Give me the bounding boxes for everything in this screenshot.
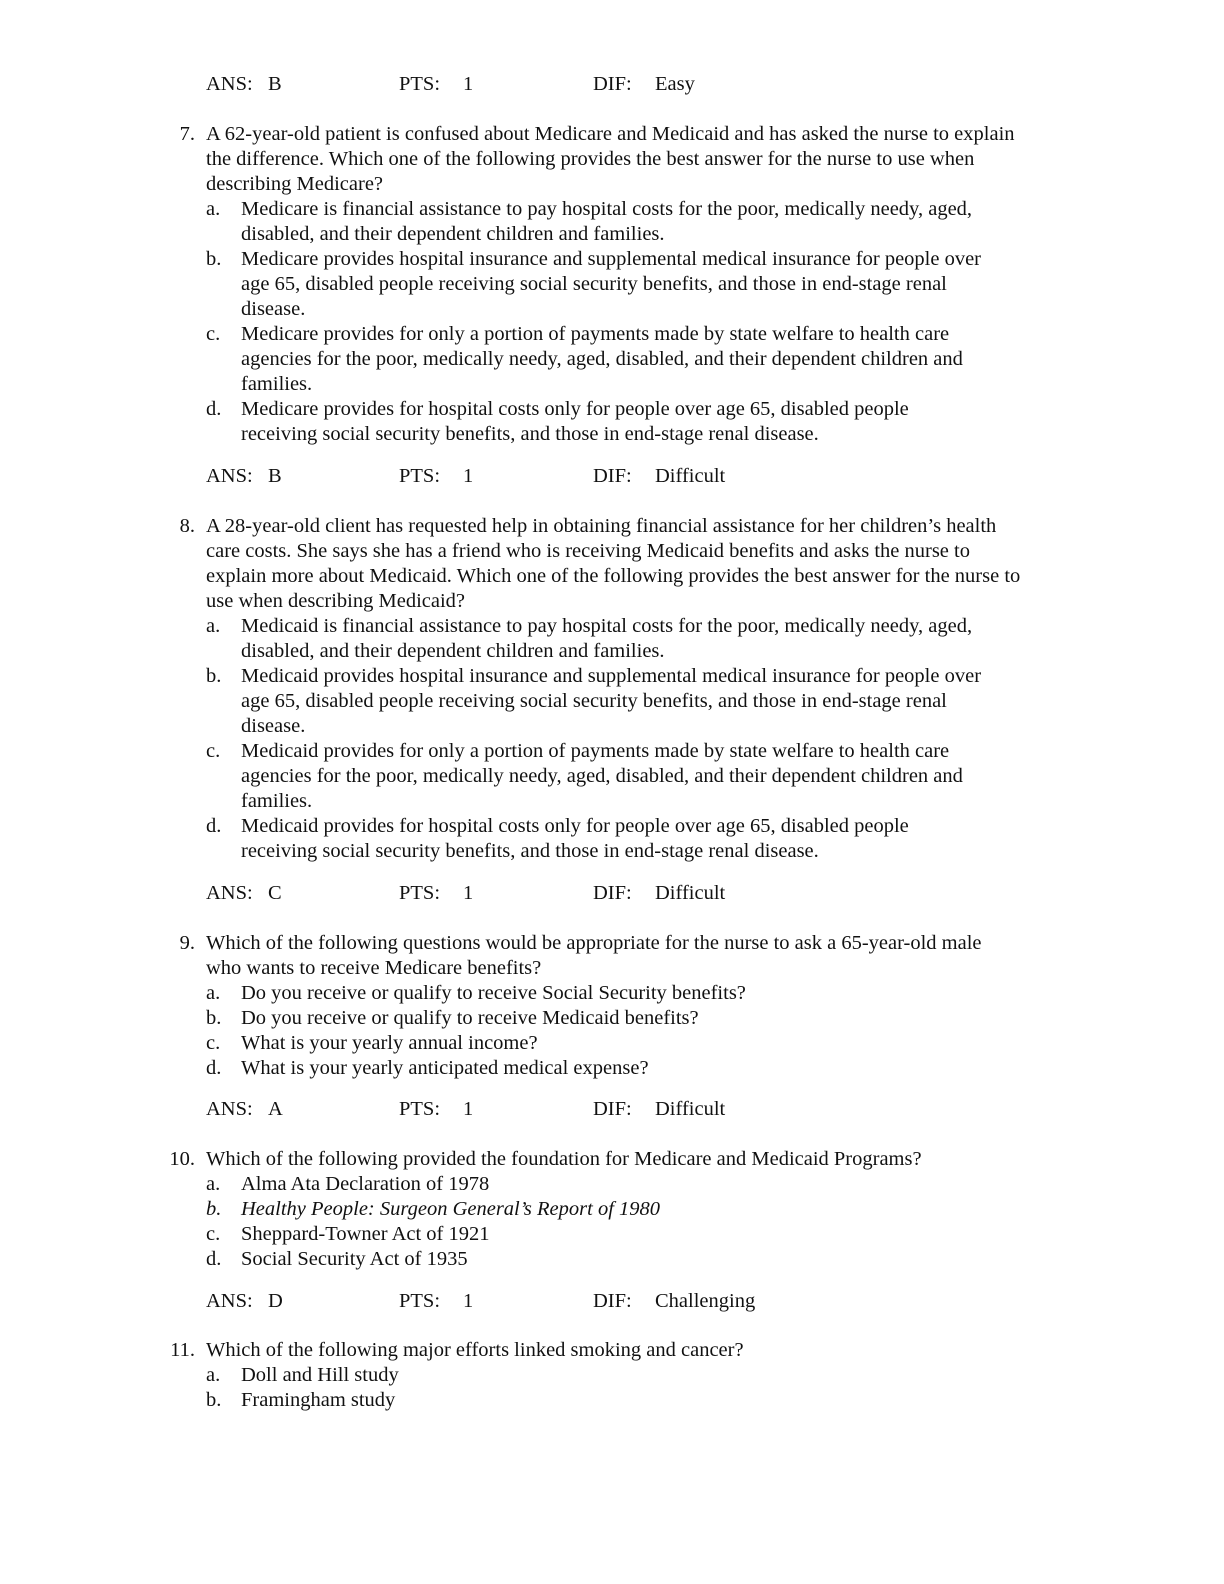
dif-label: DIF: — [593, 882, 632, 904]
question-number: 11. — [170, 1339, 195, 1361]
option-letter: b. — [206, 1007, 222, 1029]
option-c — [206, 1031, 1080, 1056]
option-a — [206, 1363, 1080, 1388]
option-text: Medicaid is financial assistance to pay hospital costs for the poor, medically needy, aged, — [241, 615, 973, 637]
option-letter: b. — [206, 1389, 222, 1411]
option-text: Framingham study — [241, 1389, 396, 1411]
option-text: Medicare provides hospital insurance and supplemental medical insurance for people over — [241, 248, 982, 270]
question-9 — [150, 931, 1080, 1081]
option-d — [206, 1247, 1080, 1272]
dif-value: Challenging — [655, 1290, 756, 1312]
ans-label: ANS: — [206, 73, 253, 95]
option-text: agencies for the poor, medically needy, aged, disabled, and their dependent children and — [241, 765, 963, 787]
option-text: disabled, and their dependent children and families. — [241, 223, 665, 245]
dif-label: DIF: — [593, 1290, 632, 1312]
ans-value: D — [268, 1290, 283, 1312]
pts-label: PTS: — [399, 465, 441, 487]
pts-value: 1 — [463, 73, 474, 95]
option-text: Medicaid provides for only a portion of payments made by state welfare to health care — [241, 740, 950, 762]
question-number: 7. — [179, 123, 195, 145]
question-8 — [150, 514, 1080, 864]
option-text: disease. — [241, 715, 306, 737]
ans-value: B — [268, 465, 282, 487]
option-letter: b. — [206, 248, 222, 270]
option-text: disease. — [241, 298, 306, 320]
option-c — [206, 322, 1080, 397]
ans-label: ANS: — [206, 1290, 253, 1312]
option-text: Social Security Act of 1935 — [241, 1248, 468, 1270]
option-c — [206, 1222, 1080, 1247]
dif-value: Difficult — [655, 465, 726, 487]
option-text: receiving social security benefits, and those in end-stage renal disease. — [241, 840, 819, 862]
option-text: Sheppard-Towner Act of 1921 — [241, 1223, 490, 1245]
option-letter: d. — [206, 1248, 222, 1270]
dif-label: DIF: — [593, 73, 632, 95]
question-text: A 28-year-old client has requested help in obtaining financial assistance for her children’s health — [206, 515, 997, 537]
question-number: 9. — [179, 932, 195, 954]
option-d — [206, 1056, 1080, 1081]
option-letter: a. — [206, 615, 221, 637]
option-text: age 65, disabled people receiving social security benefits, and those in end-stage renal — [241, 690, 947, 712]
option-text: Do you receive or qualify to receive Medicaid benefits? — [241, 1007, 699, 1029]
question-text: A 62-year-old patient is confused about Medicare and Medicaid and has asked the nurse to explain — [206, 123, 1015, 145]
option-a — [206, 614, 1080, 664]
question-text: describing Medicare? — [206, 173, 384, 195]
option-a — [206, 981, 1080, 1006]
dif-value: Difficult — [655, 882, 726, 904]
ans-label: ANS: — [206, 465, 253, 487]
question-text: who wants to receive Medicare benefits? — [206, 957, 542, 979]
option-b — [206, 664, 1080, 739]
option-text: Healthy People: Surgeon General’s Report of 1980 — [241, 1198, 661, 1220]
ans-label: ANS: — [206, 1098, 253, 1120]
pts-label: PTS: — [399, 1098, 441, 1120]
question-11 — [150, 1338, 1080, 1413]
option-letter: a. — [206, 198, 221, 220]
question-10 — [150, 1147, 1080, 1272]
question-number: 8. — [179, 515, 195, 537]
dif-value: Easy — [655, 73, 695, 95]
option-d — [206, 814, 1080, 864]
option-text: Medicaid provides for hospital costs only for people over age 65, disabled people — [241, 815, 909, 837]
ans-value: C — [268, 882, 282, 904]
pts-label: PTS: — [399, 1290, 441, 1312]
dif-label: DIF: — [593, 465, 632, 487]
option-text: families. — [241, 373, 313, 395]
option-d — [206, 397, 1080, 447]
pts-label: PTS: — [399, 73, 441, 95]
question-text: the difference. Which one of the following provides the best answer for the nurse to use when — [206, 148, 975, 170]
option-c — [206, 739, 1080, 814]
option-letter: b. — [206, 1198, 222, 1220]
ans-value: B — [268, 73, 282, 95]
option-text: What is your yearly annual income? — [241, 1032, 538, 1054]
option-text: Medicare provides for only a portion of payments made by state welfare to health care — [241, 323, 950, 345]
option-b — [206, 1197, 1080, 1222]
question-text: Which of the following major efforts linked smoking and cancer? — [206, 1339, 744, 1361]
option-letter: b. — [206, 665, 222, 687]
option-a — [206, 1172, 1080, 1197]
option-text: Medicaid provides hospital insurance and supplemental medical insurance for people over — [241, 665, 982, 687]
option-a — [206, 197, 1080, 247]
option-text: Medicare is financial assistance to pay hospital costs for the poor, medically needy, aged, — [241, 198, 973, 220]
pts-value: 1 — [463, 1098, 474, 1120]
option-b — [206, 1006, 1080, 1031]
option-letter: a. — [206, 1364, 221, 1386]
option-text: age 65, disabled people receiving social security benefits, and those in end-stage renal — [241, 273, 947, 295]
question-7 — [150, 122, 1080, 447]
option-letter: a. — [206, 1173, 221, 1195]
option-text: families. — [241, 790, 313, 812]
option-text: What is your yearly anticipated medical expense? — [241, 1057, 649, 1079]
option-text: Doll and Hill study — [241, 1364, 399, 1386]
pts-value: 1 — [463, 465, 474, 487]
pts-value: 1 — [463, 1290, 474, 1312]
option-letter: d. — [206, 1057, 222, 1079]
question-text: explain more about Medicaid. Which one of the following provides the best answer for the nurse to — [206, 565, 1021, 587]
question-text: Which of the following provided the foundation for Medicare and Medicaid Programs? — [206, 1148, 922, 1170]
option-text: receiving social security benefits, and those in end-stage renal disease. — [241, 423, 819, 445]
question-number: 10. — [169, 1148, 195, 1170]
option-letter: a. — [206, 982, 221, 1004]
option-text: Medicare provides for hospital costs only for people over age 65, disabled people — [241, 398, 909, 420]
question-text: use when describing Medicaid? — [206, 590, 466, 612]
dif-label: DIF: — [593, 1098, 632, 1120]
ans-value: A — [268, 1098, 283, 1120]
dif-value: Difficult — [655, 1098, 726, 1120]
option-letter: c. — [206, 323, 221, 345]
option-b — [206, 247, 1080, 322]
ans-label: ANS: — [206, 882, 253, 904]
option-text: Do you receive or qualify to receive Social Security benefits? — [241, 982, 746, 1004]
option-letter: c. — [206, 1032, 221, 1054]
pts-value: 1 — [463, 882, 474, 904]
option-text: Alma Ata Declaration of 1978 — [241, 1173, 490, 1195]
option-text: agencies for the poor, medically needy, aged, disabled, and their dependent children and — [241, 348, 963, 370]
option-letter: c. — [206, 1223, 221, 1245]
option-b — [206, 1388, 1080, 1413]
option-letter: d. — [206, 398, 222, 420]
option-letter: c. — [206, 740, 221, 762]
question-text: Which of the following questions would be appropriate for the nurse to ask a 65-year-old male — [206, 932, 982, 954]
question-text: care costs. She says she has a friend who is receiving Medicaid benefits and asks the nurse to — [206, 540, 970, 562]
pts-label: PTS: — [399, 882, 441, 904]
option-text: disabled, and their dependent children and families. — [241, 640, 665, 662]
option-letter: d. — [206, 815, 222, 837]
